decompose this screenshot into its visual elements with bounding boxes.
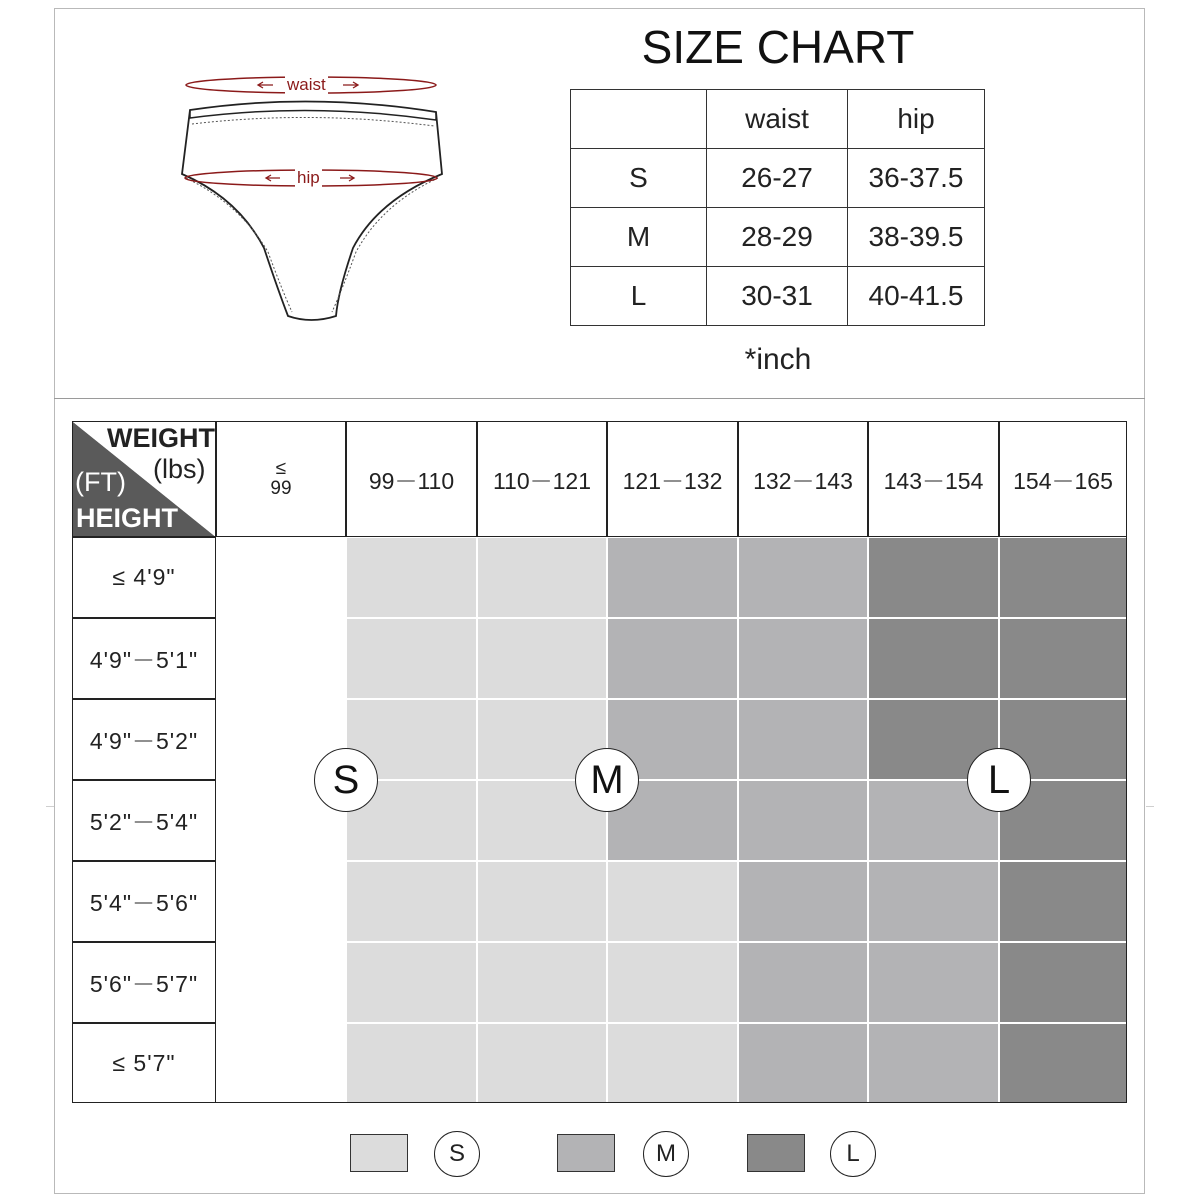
weight-column-header: 154－165 [999, 421, 1127, 537]
size-cell-s [607, 861, 738, 942]
size-cell-l [999, 618, 1127, 699]
height-row-header: 4'9"－5'2" [72, 699, 216, 780]
size-cell-l [1127, 1023, 1129, 1103]
hip-cell: 38-39.5 [848, 208, 985, 267]
size-cell-s [346, 861, 477, 942]
height-row-header: 4'9"－5'1" [72, 618, 216, 699]
size-badge-s: S [314, 748, 378, 812]
size-cell: M [571, 208, 707, 267]
weight-header-text: 99 [270, 478, 292, 499]
height-row-header: 5'2"－5'4" [72, 780, 216, 861]
size-cell: L [571, 267, 707, 326]
size-cell-m [868, 942, 999, 1023]
weight-header-text: ≤ [275, 458, 287, 479]
hip-cell: 40-41.5 [848, 267, 985, 326]
ft-unit-label: (FT) [75, 467, 126, 497]
lbs-unit-label: (lbs) [153, 454, 206, 484]
size-cell-m [868, 861, 999, 942]
table-row [571, 208, 985, 267]
table-row [571, 267, 985, 326]
measurement-table [570, 89, 985, 326]
size-cell-s [477, 618, 607, 699]
legend-swatch-m [557, 1134, 615, 1172]
size-cell-l [999, 942, 1127, 1023]
size-cell-s [607, 942, 738, 1023]
hip-cell: 36-37.5 [848, 149, 985, 208]
size-cell-m [738, 618, 868, 699]
table-row [571, 149, 985, 208]
size-cell-s [607, 1023, 738, 1103]
height-row-header: 5'6"－5'7" [72, 942, 216, 1023]
size-badge-m: M [575, 748, 639, 812]
size-cell-s [346, 1023, 477, 1103]
legend-label-s: S [434, 1131, 480, 1177]
size-cell-m [738, 861, 868, 942]
header-cell [571, 90, 707, 149]
size-chart-title: SIZE CHART [641, 21, 915, 73]
size-cell-l [999, 1023, 1127, 1103]
header-cell: waist [707, 90, 848, 149]
size-cell-l [1127, 942, 1129, 1023]
size-cell-l [868, 537, 999, 618]
size-cell-l [999, 861, 1127, 942]
size-cell-s [346, 942, 477, 1023]
weight-column-header: 143－154 [868, 421, 999, 537]
size-cell-s [477, 861, 607, 942]
hip-label: hip [297, 168, 320, 187]
size-cell-m [607, 537, 738, 618]
size-cell-s [477, 942, 607, 1023]
unit-note: *inch [744, 343, 812, 376]
edge-tick [1146, 806, 1154, 807]
waist-cell: 30-31 [707, 267, 848, 326]
legend-swatch-s [350, 1134, 408, 1172]
size-cell-s [477, 537, 607, 618]
size-cell-m [738, 537, 868, 618]
size-cell-l [1127, 537, 1129, 618]
size-cell-s [346, 537, 477, 618]
size-cell-l [1127, 861, 1129, 942]
legend-label-l: L [830, 1131, 876, 1177]
size-cell-m [738, 780, 868, 861]
edge-tick [46, 806, 54, 807]
weight-axis-label: WEIGHT [107, 423, 215, 453]
table-header-row [571, 90, 985, 149]
weight-column-header: 99－110 [346, 421, 477, 537]
weight-column-header [216, 421, 346, 537]
size-cell-m [738, 699, 868, 780]
size-cell-l [1127, 780, 1129, 861]
size-cell-l [1127, 699, 1129, 780]
legend-label-m: M [643, 1131, 689, 1177]
height-row-header: ≤ 4'9" [72, 537, 216, 618]
size-cell-m [868, 1023, 999, 1103]
waist-cell: 28-29 [707, 208, 848, 267]
grid-corner-header [72, 421, 216, 537]
height-axis-label: HEIGHT [76, 503, 179, 533]
size-cell: S [571, 149, 707, 208]
size-cell-l [999, 537, 1127, 618]
size-cell-l [1127, 618, 1129, 699]
legend-swatch-l [747, 1134, 805, 1172]
waist-cell: 26-27 [707, 149, 848, 208]
height-row-header: 5'4"－5'6" [72, 861, 216, 942]
size-cell-s [477, 1023, 607, 1103]
size-cell-s [346, 618, 477, 699]
height-weight-grid [72, 421, 1127, 1103]
brief-drawing [178, 70, 453, 330]
height-row-header: ≤ 5'7" [72, 1023, 216, 1103]
weight-column-header: 132－143 [738, 421, 868, 537]
size-cell-m [738, 942, 868, 1023]
weight-column-header: 121－132 [607, 421, 738, 537]
header-cell: hip [848, 90, 985, 149]
size-cell-l [868, 618, 999, 699]
size-badge-l: L [967, 748, 1031, 812]
size-cell-m [607, 618, 738, 699]
weight-column-header: 110－121 [477, 421, 607, 537]
section-divider [54, 398, 1145, 399]
waist-label: waist [287, 75, 326, 94]
brief-illustration [178, 70, 453, 330]
size-cell-m [738, 1023, 868, 1103]
